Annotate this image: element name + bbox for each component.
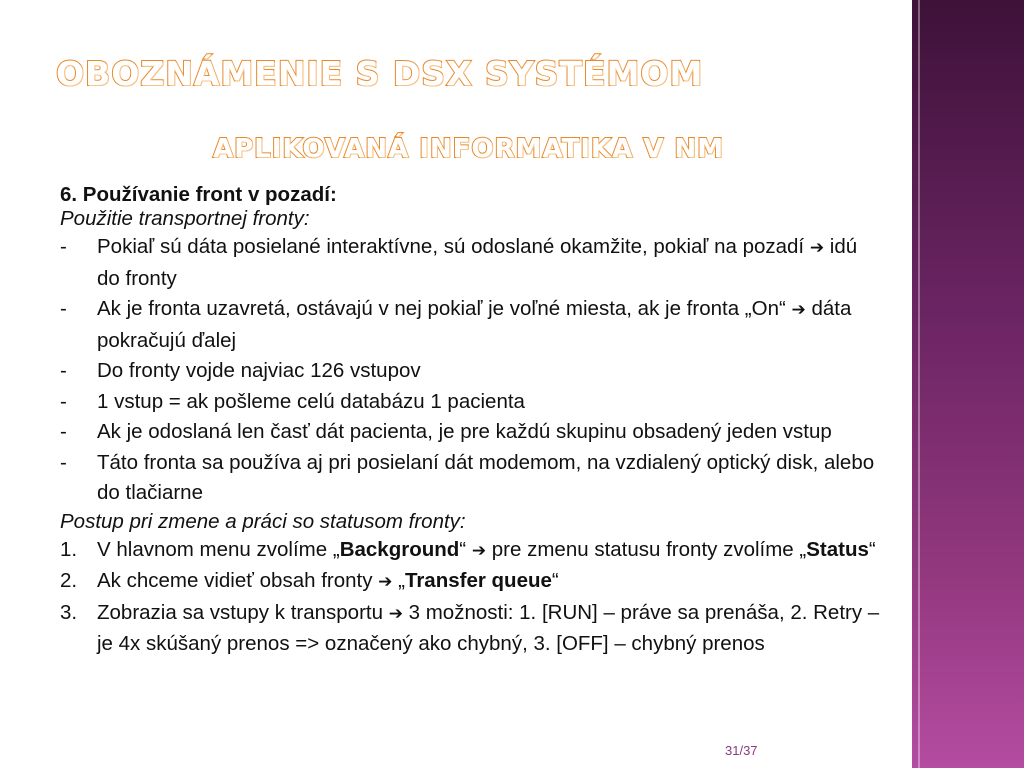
bold-term: Transfer queue	[404, 569, 552, 592]
list-marker: 1.	[60, 537, 78, 561]
list-item	[60, 448, 880, 509]
arrow-right-icon: ➔	[791, 300, 806, 320]
list-item	[60, 294, 880, 356]
arrow-right-icon: ➔	[809, 238, 825, 258]
text-run: 1 vstup = ak pošleme celú databázu 1 pacienta	[97, 389, 525, 413]
list-item-text	[97, 566, 880, 598]
text-run: “	[868, 537, 876, 561]
text-run: Do fronty vojde najviac 126 vstupov	[97, 359, 421, 382]
list-marker: -	[60, 389, 67, 413]
list-marker: 2.	[60, 569, 78, 592]
arrow-right-icon: ➔	[378, 572, 393, 592]
status-heading: Postup pri zmene a práci so statusom fronty:	[60, 509, 466, 533]
text-run: V hlavnom menu zvolíme „	[97, 537, 340, 561]
list-item-text	[97, 417, 880, 448]
arrow-right-icon: ➔	[388, 603, 403, 624]
list-marker: -	[60, 235, 67, 258]
slide-subtitle: APLIKOVANÁ INFORMATIKA V NM	[213, 134, 725, 164]
text-run: “	[459, 537, 472, 561]
list-item-text	[97, 294, 880, 356]
side-decor-line	[918, 0, 920, 768]
list-item-text	[97, 448, 880, 509]
list-marker: -	[60, 420, 67, 443]
list-item	[60, 232, 880, 294]
list-item	[60, 598, 880, 660]
list-item	[60, 356, 880, 387]
list-item	[60, 417, 880, 448]
side-decor-panel	[912, 0, 1024, 768]
list-marker: -	[60, 450, 67, 474]
bold-term: Background	[339, 537, 460, 561]
text-run: “	[551, 569, 559, 592]
text-run: dáta pokračujú ďalej	[97, 297, 852, 352]
list-marker: -	[60, 359, 67, 382]
text-run: Ak je odoslaná len časť dát pacienta, je pre každú skupinu obsadený jeden vstup	[97, 420, 832, 443]
list-item-text	[97, 535, 880, 567]
list-item-text	[97, 356, 880, 387]
text-run: idú do fronty	[97, 235, 858, 290]
text-run: „	[392, 569, 405, 592]
slide-content	[60, 184, 880, 660]
list-marker: 3.	[60, 600, 78, 624]
text-run: Pokiaľ sú dáta posielané interaktívne, sú odoslané okamžite, pokiaľ na pozadí	[97, 235, 810, 258]
list-item-text	[97, 387, 880, 418]
section-heading: 6. Používanie front v pozadí:	[60, 183, 337, 206]
text-run: 3 možnosti: 1. [RUN] – práve sa prenáša, 2. Retry – je 4x skúšaný prenos => označený ako chybný, 3. [OFF] – chybný prenos	[97, 600, 880, 655]
bold-term: Status	[806, 537, 869, 561]
text-run: Ak chceme vidieť obsah fronty	[97, 569, 379, 592]
text-run: pre zmenu statusu fronty zvolíme „	[486, 537, 807, 561]
list-item	[60, 535, 880, 567]
transport-list	[60, 232, 880, 509]
status-list	[60, 535, 880, 660]
page-number: 31/37	[725, 743, 758, 758]
text-run: Zobrazia sa vstupy k transportu	[97, 600, 389, 624]
text-run: Táto fronta sa používa aj pri posielaní dát modemom, na vzdialený optický disk, alebo do tlačiarne	[97, 450, 875, 504]
slide-title: OBOZNÁMENIE S DSX SYSTÉMOM	[56, 54, 704, 93]
list-item-text	[97, 598, 880, 660]
arrow-right-icon: ➔	[471, 540, 487, 561]
list-marker: -	[60, 297, 67, 320]
text-run: Ak je fronta uzavretá, ostávajú v nej pokiaľ je voľné miesta, ak je fronta „On“	[97, 297, 792, 320]
list-item-text	[97, 232, 880, 294]
transport-heading: Použitie transportnej fronty:	[60, 207, 310, 230]
list-item	[60, 566, 880, 598]
list-item	[60, 387, 880, 418]
